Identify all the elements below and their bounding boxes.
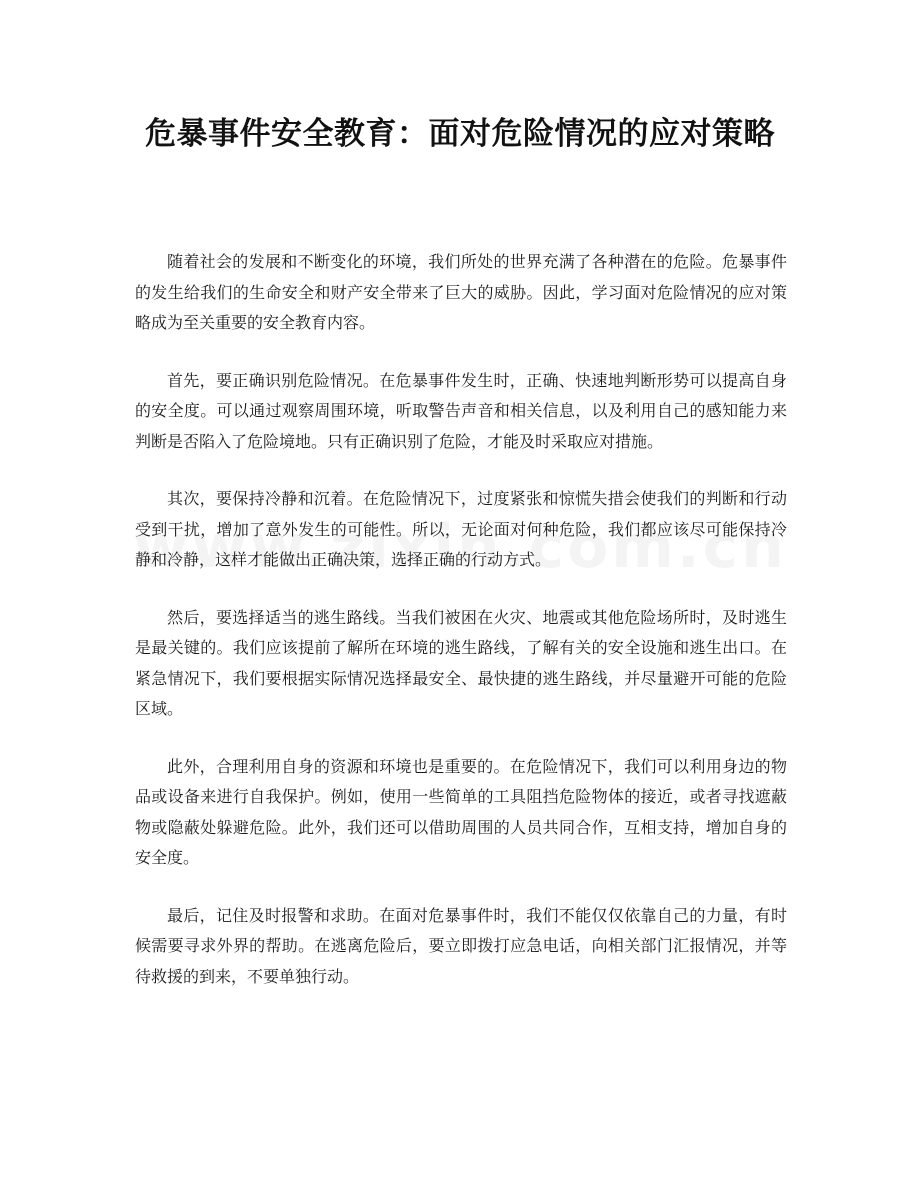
- document-title: 危暴事件安全教育：面对危险情况的应对策略: [145, 116, 775, 152]
- paragraph-use-resources: 此外，合理利用自身的资源和环境也是重要的。在危险情况下，我们可以利用身边的物品或设备来进行自我保护。例如，使用一些简单的工具阻挡危险物体的接近，或者寻找遮蔽物或隐蔽处躲避危险。此外，我们还可以借助周围的人员共同合作，互相支持，增加自身的安全度。: [135, 756, 787, 867]
- document-body: [135, 247, 787, 1019]
- paragraph-escape-route: 然后，要选择适当的逃生路线。当我们被困在火灾、地震或其他危险场所时，及时逃生是最关键的。我们应该提前了解所在环境的逃生路线，了解有关的安全设施和逃生出口。在紧急情况下，我们要根据实际情况选择最安全、最快捷的逃生路线，并尽量避开可能的危险区域。: [135, 607, 787, 718]
- paragraph-stay-calm: 其次，要保持冷静和沉着。在危险情况下，过度紧张和惊慌失措会使我们的判断和行动受到干扰，增加了意外发生的可能性。所以，无论面对何种危险，我们都应该尽可能保持冷静和冷静，这样才能做出正确决策，选择正确的行动方式。: [135, 489, 787, 569]
- paragraph-identify-danger: 首先，要正确识别危险情况。在危暴事件发生时，正确、快速地判断形势可以提高自身的安全度。可以通过观察周围环境，听取警告声音和相关信息，以及利用自己的感知能力来判断是否陷入了危险境地。只有正确识别了危险，才能及时采取应对措施。: [135, 370, 787, 451]
- paragraph-intro: 随着社会的发展和不断变化的环境，我们所处的世界充满了各种潜在的危险。危暴事件的发生给我们的生命安全和财产安全带来了巨大的威胁。因此，学习面对危险情况的应对策略成为至关重要的安全教育内容。: [135, 252, 787, 332]
- paragraph-call-for-help: 最后，记住及时报警和求助。在面对危暴事件时，我们不能仅仅依靠自己的力量，有时候需要寻求外界的帮助。在逃离危险后，要立即拨打应急电话，向相关部门汇报情况，并等待救援的到来，不要单独行动。: [135, 905, 787, 986]
